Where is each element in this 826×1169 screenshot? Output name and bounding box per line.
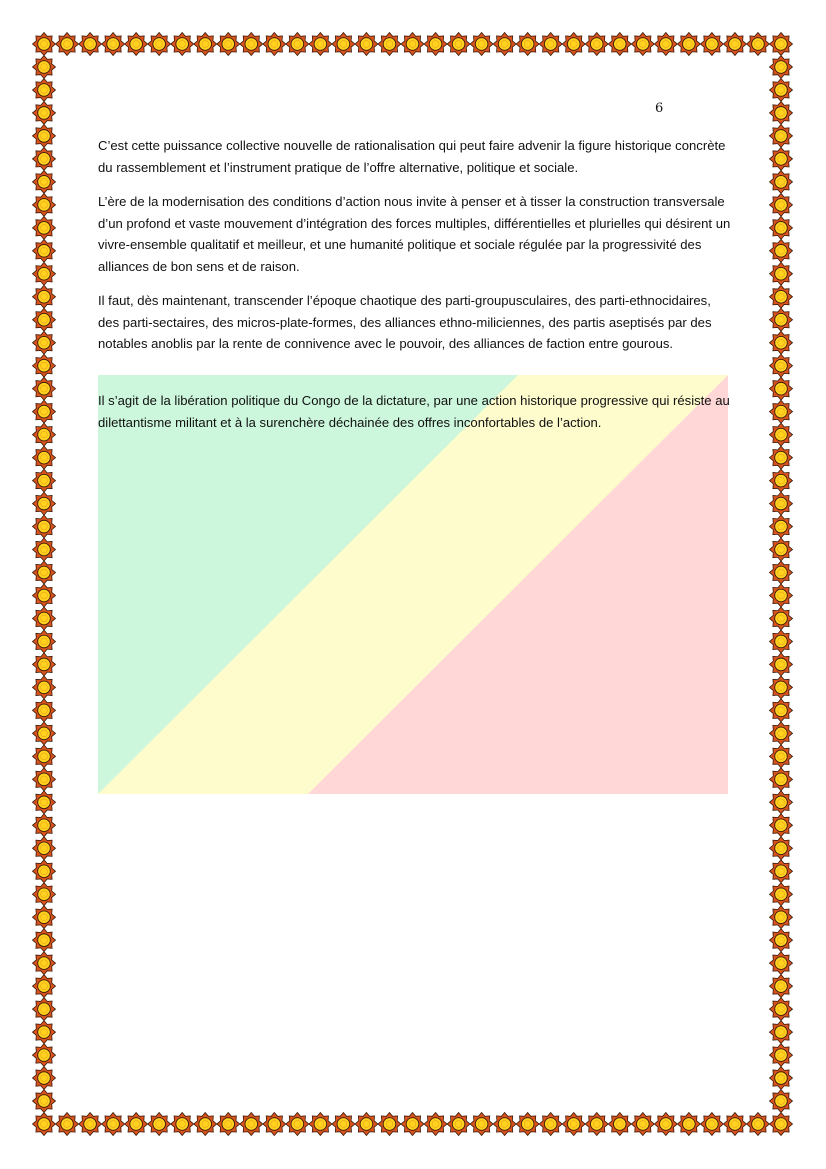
sun-icon: [677, 33, 700, 56]
sun-icon: [770, 55, 793, 78]
sun-icon: [470, 1113, 493, 1136]
sun-icon: [770, 722, 793, 745]
paragraph: L’ère de la modernisation des conditions d’action nous invite à penser et à tisser la construction transversale d’un profond et vaste mouvement d’intégration des forces multiples, différentielles et plurielles qui désirent un vivre-ensemble qualitatif et meilleur, et une humanité politique et sociale régulée par la progressivité des alliances de bon sens et de raison.: [98, 194, 731, 274]
sun-icon: [677, 1113, 700, 1136]
sun-icon: [770, 492, 793, 515]
sun-icon: [770, 262, 793, 285]
sun-icon: [539, 33, 562, 56]
congo-flag-watermark: [98, 375, 728, 794]
sun-icon: [585, 1113, 608, 1136]
sun-icon: [33, 101, 56, 124]
sun-icon: [770, 285, 793, 308]
sun-icon: [33, 745, 56, 768]
sun-icon: [240, 33, 263, 56]
sun-icon: [770, 883, 793, 906]
sun-icon: [770, 906, 793, 929]
sun-icon: [654, 33, 677, 56]
sun-icon: [33, 768, 56, 791]
sun-icon: [33, 1067, 56, 1090]
sun-icon: [286, 1113, 309, 1136]
sun-icon: [33, 216, 56, 239]
sun-icon: [102, 33, 125, 56]
sun-icon: [770, 561, 793, 584]
sun-icon: [33, 998, 56, 1021]
sun-icon: [585, 33, 608, 56]
sun-icon: [79, 33, 102, 56]
sun-icon: [33, 676, 56, 699]
sun-icon: [33, 952, 56, 975]
sun-icon: [770, 33, 793, 56]
sun-icon: [770, 239, 793, 262]
sun-icon: [355, 33, 378, 56]
sun-icon: [33, 860, 56, 883]
sun-icon: [770, 308, 793, 331]
sun-icon: [770, 952, 793, 975]
sun-icon: [770, 768, 793, 791]
sun-icon: [770, 423, 793, 446]
sun-icon: [723, 33, 746, 56]
sun-icon: [102, 1113, 125, 1136]
sun-icon: [562, 1113, 585, 1136]
sun-icon: [770, 1090, 793, 1113]
sun-icon: [770, 331, 793, 354]
sun-icon: [125, 33, 148, 56]
sun-icon: [263, 33, 286, 56]
sun-icon: [770, 354, 793, 377]
sun-icon: [770, 699, 793, 722]
sun-icon: [770, 814, 793, 837]
sun-icon: [770, 975, 793, 998]
sun-icon: [608, 33, 631, 56]
sun-icon: [33, 55, 56, 78]
sun-icon: [332, 1113, 355, 1136]
sun-icon: [33, 354, 56, 377]
sun-icon: [770, 469, 793, 492]
sun-icon: [770, 929, 793, 952]
sun-icon: [33, 147, 56, 170]
sun-icon: [56, 33, 79, 56]
sun-icon: [493, 33, 516, 56]
sun-icon: [33, 469, 56, 492]
sun-icon: [33, 331, 56, 354]
sun-icon: [770, 170, 793, 193]
sun-icon: [33, 170, 56, 193]
sun-icon: [33, 837, 56, 860]
sun-icon: [770, 676, 793, 699]
sun-icon: [539, 1113, 562, 1136]
sun-icon: [33, 814, 56, 837]
sun-icon: [631, 33, 654, 56]
sun-icon: [401, 1113, 424, 1136]
sun-icon: [33, 1021, 56, 1044]
sun-icon: [516, 33, 539, 56]
sun-icon: [424, 1113, 447, 1136]
sun-icon: [33, 377, 56, 400]
sun-icon: [770, 515, 793, 538]
sun-icon: [33, 607, 56, 630]
sun-icon: [746, 33, 769, 56]
sun-icon: [33, 561, 56, 584]
sun-icon: [217, 1113, 240, 1136]
sun-icon: [746, 1113, 769, 1136]
sun-icon: [332, 33, 355, 56]
sun-icon: [493, 1113, 516, 1136]
sun-icon: [378, 1113, 401, 1136]
sun-icon: [286, 33, 309, 56]
sun-icon: [378, 33, 401, 56]
sun-icon: [770, 78, 793, 101]
sun-icon: [33, 262, 56, 285]
sun-icon: [654, 1113, 677, 1136]
sun-icon: [33, 1044, 56, 1067]
sun-icon: [33, 1113, 56, 1136]
sun-icon: [33, 791, 56, 814]
sun-icon: [770, 193, 793, 216]
sun-icon: [770, 745, 793, 768]
sun-icon: [700, 33, 723, 56]
sun-icon: [33, 929, 56, 952]
sun-icon: [309, 1113, 332, 1136]
sun-icon: [770, 653, 793, 676]
sun-icon: [770, 837, 793, 860]
sun-icon: [33, 446, 56, 469]
sun-icon: [309, 33, 332, 56]
paragraph: Il s’agit de la libération politique du Congo de la dictature, par une action historique progressive qui résiste au dilettantisme militant et à la surenchère déchainée des offres inconfortables de l’action.: [98, 393, 730, 430]
sun-icon: [33, 883, 56, 906]
sun-icon: [770, 538, 793, 561]
sun-icon: [33, 906, 56, 929]
sun-icon: [33, 975, 56, 998]
sun-icon: [194, 33, 217, 56]
sun-icon: [33, 630, 56, 653]
sun-icon: [33, 239, 56, 262]
sun-icon: [447, 1113, 470, 1136]
sun-icon: [79, 1113, 102, 1136]
sun-icon: [171, 33, 194, 56]
sun-icon: [770, 607, 793, 630]
sun-icon: [447, 33, 470, 56]
sun-icon: [33, 722, 56, 745]
sun-icon: [631, 1113, 654, 1136]
paragraph: Il faut, dès maintenant, transcender l’époque chaotique des parti-groupusculaires, des parti-ethnocidaires, des parti-sectaires, des micros-plate-formes, des alliances ethno-miliciennes, des partis aseptisés par des notables anoblis par la rente de connivence avec le pouvoir, des alliances de faction entre gourous.: [98, 293, 712, 351]
sun-icon: [263, 1113, 286, 1136]
sun-icon: [770, 1021, 793, 1044]
sun-icon: [148, 33, 171, 56]
sun-icon: [33, 584, 56, 607]
sun-icon: [33, 653, 56, 676]
sun-icon: [770, 124, 793, 147]
sun-icon: [217, 33, 240, 56]
sun-icon: [770, 446, 793, 469]
sun-icon: [723, 1113, 746, 1136]
sun-icon: [470, 33, 493, 56]
sun-icon: [770, 216, 793, 239]
sun-icon: [33, 515, 56, 538]
page-number: 6: [655, 101, 664, 116]
sun-icon: [516, 1113, 539, 1136]
sun-icon: [56, 1113, 79, 1136]
sun-icon: [33, 400, 56, 423]
sun-icon: [33, 78, 56, 101]
sun-icon: [770, 630, 793, 653]
sun-icon: [770, 1044, 793, 1067]
sun-icon: [33, 124, 56, 147]
sun-icon: [770, 377, 793, 400]
sun-icon: [770, 400, 793, 423]
sun-icon: [770, 791, 793, 814]
sun-icon: [770, 998, 793, 1021]
sun-icon: [33, 285, 56, 308]
sun-icon: [770, 1067, 793, 1090]
sun-icon: [33, 538, 56, 561]
sun-icon: [355, 1113, 378, 1136]
sun-icon: [240, 1113, 263, 1136]
sun-icon: [770, 584, 793, 607]
sun-icon: [33, 308, 56, 331]
sun-icon: [770, 1113, 793, 1136]
sun-icon: [608, 1113, 631, 1136]
paragraph: C’est cette puissance collective nouvelle de rationalisation qui peut faire advenir la figure historique concrète du rassemblement et l’instrument pratique de l’offre alternative, politique et sociale.: [98, 138, 726, 175]
sun-icon: [125, 1113, 148, 1136]
sun-icon: [33, 1090, 56, 1113]
sun-icon: [33, 492, 56, 515]
sun-icon: [194, 1113, 217, 1136]
sun-icon: [148, 1113, 171, 1136]
sun-icon: [770, 860, 793, 883]
sun-icon: [700, 1113, 723, 1136]
sun-icon: [770, 101, 793, 124]
sun-icon: [33, 33, 56, 56]
sun-icon: [770, 147, 793, 170]
sun-icon: [33, 699, 56, 722]
sun-icon: [33, 193, 56, 216]
sun-icon: [171, 1113, 194, 1136]
sun-icon: [562, 33, 585, 56]
sun-icon: [401, 33, 424, 56]
sun-icon: [33, 423, 56, 446]
sun-icon: [424, 33, 447, 56]
